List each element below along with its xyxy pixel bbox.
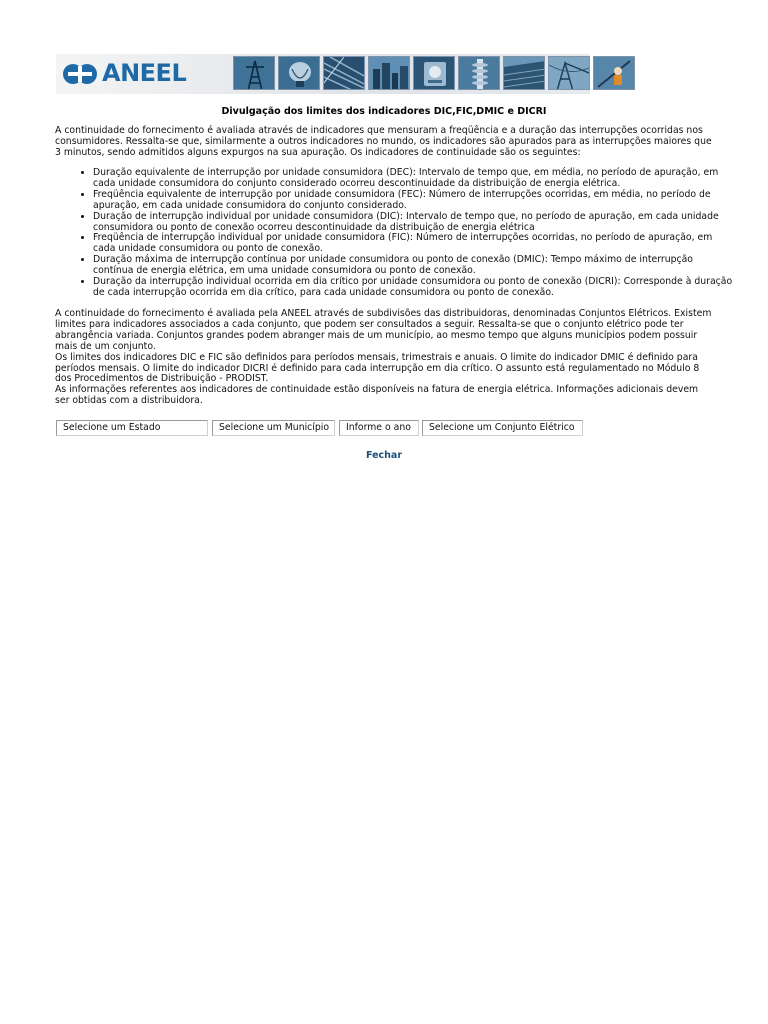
limits-paragraph: Os limites dos indicadores DIC e FIC são definidos para períodos mensais, trimestrais e anuais. O limite do indicador DMIC é definido para períodos mensais. O limite do indicador DICRI é definido para cada interrupção em dia crítico. O assunto está regulamentado no Módulo 8 dos Procedimentos de Distribuição - PRODIST. (55, 351, 700, 385)
conjuntos-paragraph: A continuidade do fornecimento é avaliada pela ANEEL através de subdivisões das distribuidoras, denominadas Conjuntos Elétricos. Existem limites para indicadores associados a cada conjunto, que podem ser consultados a seguir. Ressalta-se que o conjunto elétrico pode ter abrangência variada. Conjuntos grandes podem abranger mais de um município, ao mesmo tempo que alguns municípios podem possuir mais de um conjunto. (55, 308, 712, 352)
estado-select[interactable]: Selecione um Estado (56, 420, 208, 436)
wires-photo-icon (323, 56, 365, 90)
municipio-select[interactable]: Selecione um Município (212, 420, 335, 436)
aneel-logo-icon (62, 63, 98, 85)
page-title: Divulgação dos limites dos indicadores DIC,FIC,DMIC e DICRI (221, 106, 547, 117)
photo-strip (233, 56, 635, 90)
list-item: • Duração equivalente de interrupção por unidade consumidora (DEC): Intervalo de tempo que, em média, no período de apuração, em cada unidade consumidora do conjunto considerado ocorreu descontinuidade da distribuição de energia elétrica. (93, 168, 733, 190)
list-item: • Duração máxima de interrupção contínua por unidade consumidora ou ponto de conexão (DMIC): Tempo máximo de interrupção contínua de energia elétrica, em uma unidade consumidora ou ponto de conexão. (93, 255, 733, 277)
lamp-photo-icon (278, 56, 320, 90)
indicator-list (77, 168, 733, 299)
dam-photo-icon (503, 56, 545, 90)
ano-select[interactable]: Informe o ano (339, 420, 419, 436)
conjunto-select[interactable]: Selecione um Conjunto Elétrico (422, 420, 583, 436)
powerline-photo-icon (548, 56, 590, 90)
logo-text: ANEEL (102, 59, 187, 87)
aneel-logo (56, 54, 232, 94)
intro-paragraph: A continuidade do fornecimento é avaliada através de indicadores que mensuram a freqüência e a duração das interrupções ocorridas nos consumidores. Ressalta-se que, similarmente a outros indicadores no mundo, os indicadores são apurados para as interrupções maiores que 3 minutos, sendo admitidos alguns expurgos na sua apuração. Os indicadores de continuidade são os seguintes: (55, 125, 712, 158)
meter-photo-icon (413, 56, 455, 90)
list-item: • Freqüência equivalente de interrupção por unidade consumidora (FEC): Número de interrupções ocorridas, em média, no período de apuração, em cada unidade consumidora do conjunto considerado. (93, 190, 733, 212)
info-paragraphs (55, 309, 715, 407)
city-photo-icon (368, 56, 410, 90)
worker-photo-icon (593, 56, 635, 90)
list-item: • Duração da interrupção individual ocorrida em dia crítico por unidade consumidora ou ponto de conexão (DICRI): Corresponde à duração de cada interrupção ocorrida em dia crítico, para cada unidade consumidora ou ponto de conexão. (93, 277, 733, 299)
info-paragraph: As informações referentes aos indicadores de continuidade estão disponíveis na fatura de energia elétrica. Informações adicionais devem ser obtidas com a distribuidora. (55, 384, 699, 407)
insulator-photo-icon (458, 56, 500, 90)
tower-photo-icon (233, 56, 275, 90)
header-banner (56, 54, 590, 94)
list-item: • Duração de interrupção individual por unidade consumidora (DIC): Intervalo de tempo que, no período de apuração, em cada unidade consumidora ou ponto de conexão ocorreu descontinuidade da distribuição de energia elétrica (93, 212, 733, 234)
list-item: • Freqüência de interrupção individual por unidade consumidora (FIC): Número de interrupções ocorridas, no período de apuração, em cada unidade consumidora ou ponto de conexão. (93, 233, 733, 255)
close-link[interactable]: Fechar (365, 450, 403, 461)
